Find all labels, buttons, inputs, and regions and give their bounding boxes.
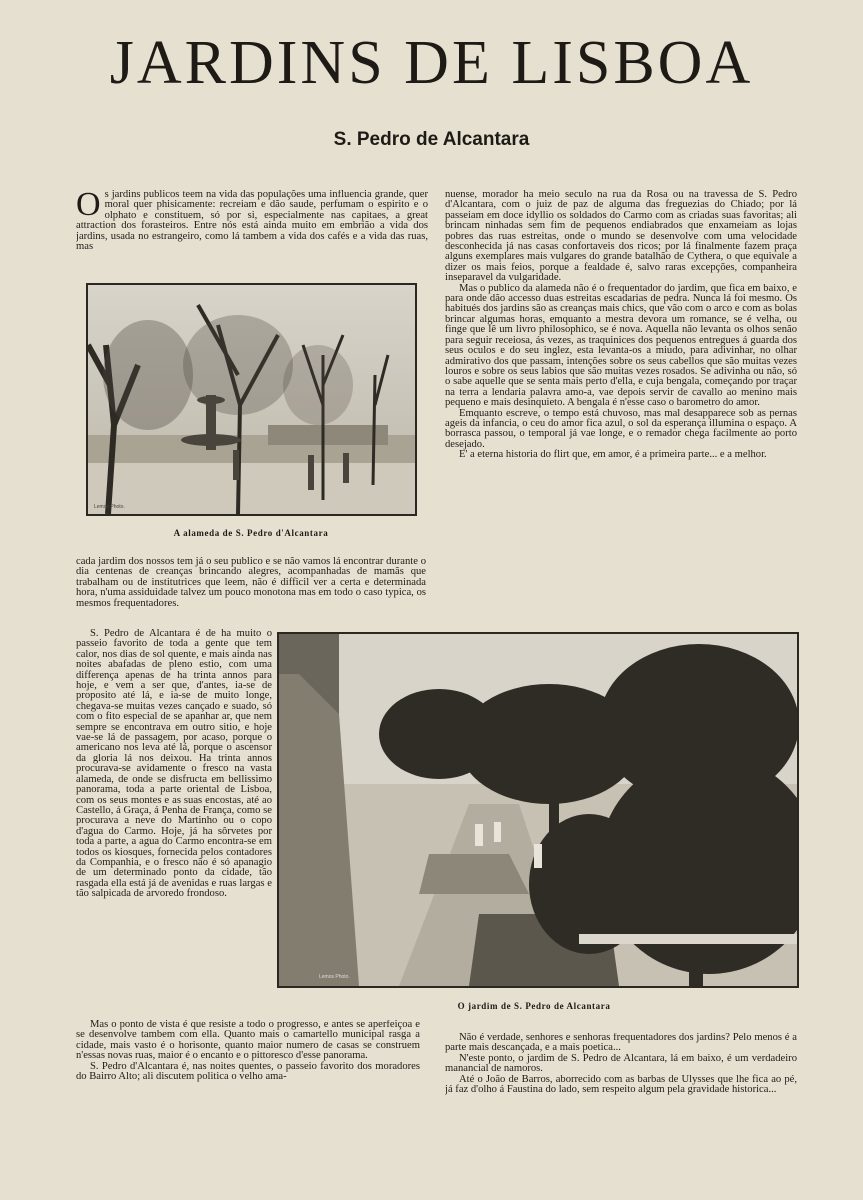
article-subtitle: S. Pedro de Alcantara: [333, 129, 530, 150]
photo-alameda: [86, 283, 417, 516]
photo-credit: Lemos Photo.: [319, 974, 350, 980]
left-bottom-p1: Mas o ponto de vista é que resiste a todo o progresso, e antes se aperfeiçoa e se desenvolve tambem com ella. Quanto mais o camartello municipal rasga a cidade, mais vasto é o horisonte, quanto maior numero de casas se construem n'essas novas ruas, maior é o encanto e o pittoresco d'esse panorama.: [76, 1020, 420, 1062]
article-title: JARDINS DE LISBOA: [109, 29, 754, 97]
caption-jardim: O jardim de S. Pedro de Alcantara: [457, 1001, 611, 1011]
right-bottom-p1: Não é verdade, senhores e senhoras frequentadores dos jardins? Pelo menos é a parte mais descançada, e a mais poetica...: [445, 1033, 797, 1054]
left-middle-paragraph: [76, 557, 426, 619]
jardim-illustration: [279, 634, 797, 986]
left-bottom-p2: S. Pedro d'Alcantara é, nas noites quentes, o passeio favorito dos moradores do Bairro Alto; ali discutem politica o velho ama-: [76, 1060, 420, 1083]
narrow-paragraph: [76, 629, 272, 1014]
caption-alameda: A alameda de S. Pedro d'Alcantara: [173, 528, 329, 538]
right-top-p4: E' a eterna historia do flirt que, em amor, é a primeira parte... e a melhor.: [459, 449, 767, 461]
intro-paragraph: [76, 190, 428, 266]
right-top-paragraphs: [445, 190, 797, 612]
intro-text: s jardins publicos teem na vida das populações uma influencia grande, quer moral quer phisicamente: recreiam e dão saude, perfumam o espirito e o olphato e constituem, só por si, especialmente nas capitaes, a great attraction dos forasteiros. Entre nós está ainda muito em embrião a vida dos jardins, usada no estrangeiro, como lá tambem a vida dos cafés e a vida das ruas, mas: [76, 190, 428, 253]
right-top-p3: Emquanto escreve, o tempo está chuvoso, mas mal desapparece sob as pernas ageis da infancia, o ceu do amor fica azul, o sol da esperança illumina o espaço. A borrasca passou, o temporal já vae longe, e o remador chega facilmente ao porto desejado.: [445, 407, 797, 450]
left-middle-text: cada jardim dos nossos tem já o seu publico e se não vamos lá encontrar durante o dia centenas de creanças brincando alegres, acompanhadas de mamãs que trabalham ou de institutrices que leem, não é difficil ver a certa e determinada hora, n'uma assiduidade talvez um pouco monotona mas em todo o caso typica, os mesmos frequentadores.: [76, 557, 426, 609]
right-top-p1: nuense, morador ha meio seculo na rua da Rosa ou na travessa de S. Pedro d'Alcantara, com o juiz de paz de alguma das freguezias do Chiado; por lá passeiam em doce idyllio os soldados do Carmo com as criadas suas favoritas; ali brincam ninhadas sem fim de pequenos endiabrados que enxameiam as lojas pobres das ruas estreitas, onde o mundo se desenvolve com uma velocidade desconhecida já nas casas confortaveis dos ricos; por lá finalmente fazem praça alguns exemplares mais vulgares do grande batalhão de Cythera, o que equivale a dizer os mais feios, porque a fealdade é, salvo raras excepções, companheira inseparavel da vulgaridade.: [445, 190, 797, 284]
alameda-illustration: [88, 285, 415, 514]
photo-credit: Lemos Photo.: [94, 504, 125, 510]
photo-jardim: [277, 632, 799, 988]
drop-cap: O: [76, 190, 101, 223]
right-top-p2: Mas o publico da alameda não é o frequentador do jardim, que fica em baixo, e para onde dão accesso duas estreitas escadarias de pedra. Nunca lá foi mesmo. Os habitués dos jardins são as creanças mais chics, que vão com o arco e com as bolas brincar algumas horas, emquanto a mestra devora um romance, se é velha, ou finge que lê um livro philosophico, se é nova. Aquella não levanta os olhos senão para seguir receiosa, ás vezes, as traquinices dos pequenos entregues á guarda dos seus oculos e do seu inglez, esta levanta-os a miudo, para adivinhar, no olhar admirativo dos que passam, intenções sobre os seus cabellos que são muitas vezes louros e sobre os seus labios que são muitas vezes rosados. Se adivinha ou não, só o sabe aquelle que se senta mais perto d'ella, e cuja bengala, começando por traçar na terra a lendaria palavra amo-a, vae depois servir de cavallo ao menino mais pequeno e mais desinquieto. A bengala é n'esse caso o barometro do amor.: [445, 282, 797, 409]
narrow-text: S. Pedro de Alcantara é de ha muito o passeio favorito de toda a gente que tem calor, nos dias de sol quente, e mais ainda nas noites abafadas de pleno estio, com uma differença apenas de ha trinta annos para hoje, e vem a ser que, d'antes, ia-se de proposito até lá, e ia-se de muito longe, chegava-se muitas vezes cançado e suado, só com o fito especial de se apanhar ar, que nem sempre se encontrava em outro sitio, e hoje vae-se lá de passagem, por acaso, porque o americano nos leva até lá, porque o ascensor da gloria lá nos deixou. Ha trinta annos procurava-se avidamente o fresco na vasta alameda, de onde se disfructa em bellissimo panorama, toda a parte oriental de Lisboa, com os seus montes e as suas encostas, até ao Castello, á Graça, á Penha de França, como se procurava a neve do Martinho ou o copo d'agua do Carmo. Hoje, já ha sôrvetes por toda a parte, a agua do Carmo encontra-se em todos os kiosques, fornecida pelos contadores da Companhia, e o fresco não é só apanagio de um determinado ponto da cidade, tão rasgada ella está já de avenidas e ruas largas e tão salpicada de arvoredo frondoso.: [76, 629, 272, 900]
right-bottom-paragraphs: [445, 1033, 797, 1128]
right-bottom-p3: Até o João de Barros, aborrecido com as barbas de Ulysses que lhe fica ao pé, já faz d'olho á Faustina do lado, sem respeito algum pela gravidade historica...: [445, 1073, 797, 1096]
left-bottom-paragraphs: [76, 1020, 420, 1128]
right-bottom-p2: N'este ponto, o jardim de S. Pedro de Alcantara, lá em baixo, é um verdadeiro manancial de namoros.: [445, 1052, 797, 1075]
